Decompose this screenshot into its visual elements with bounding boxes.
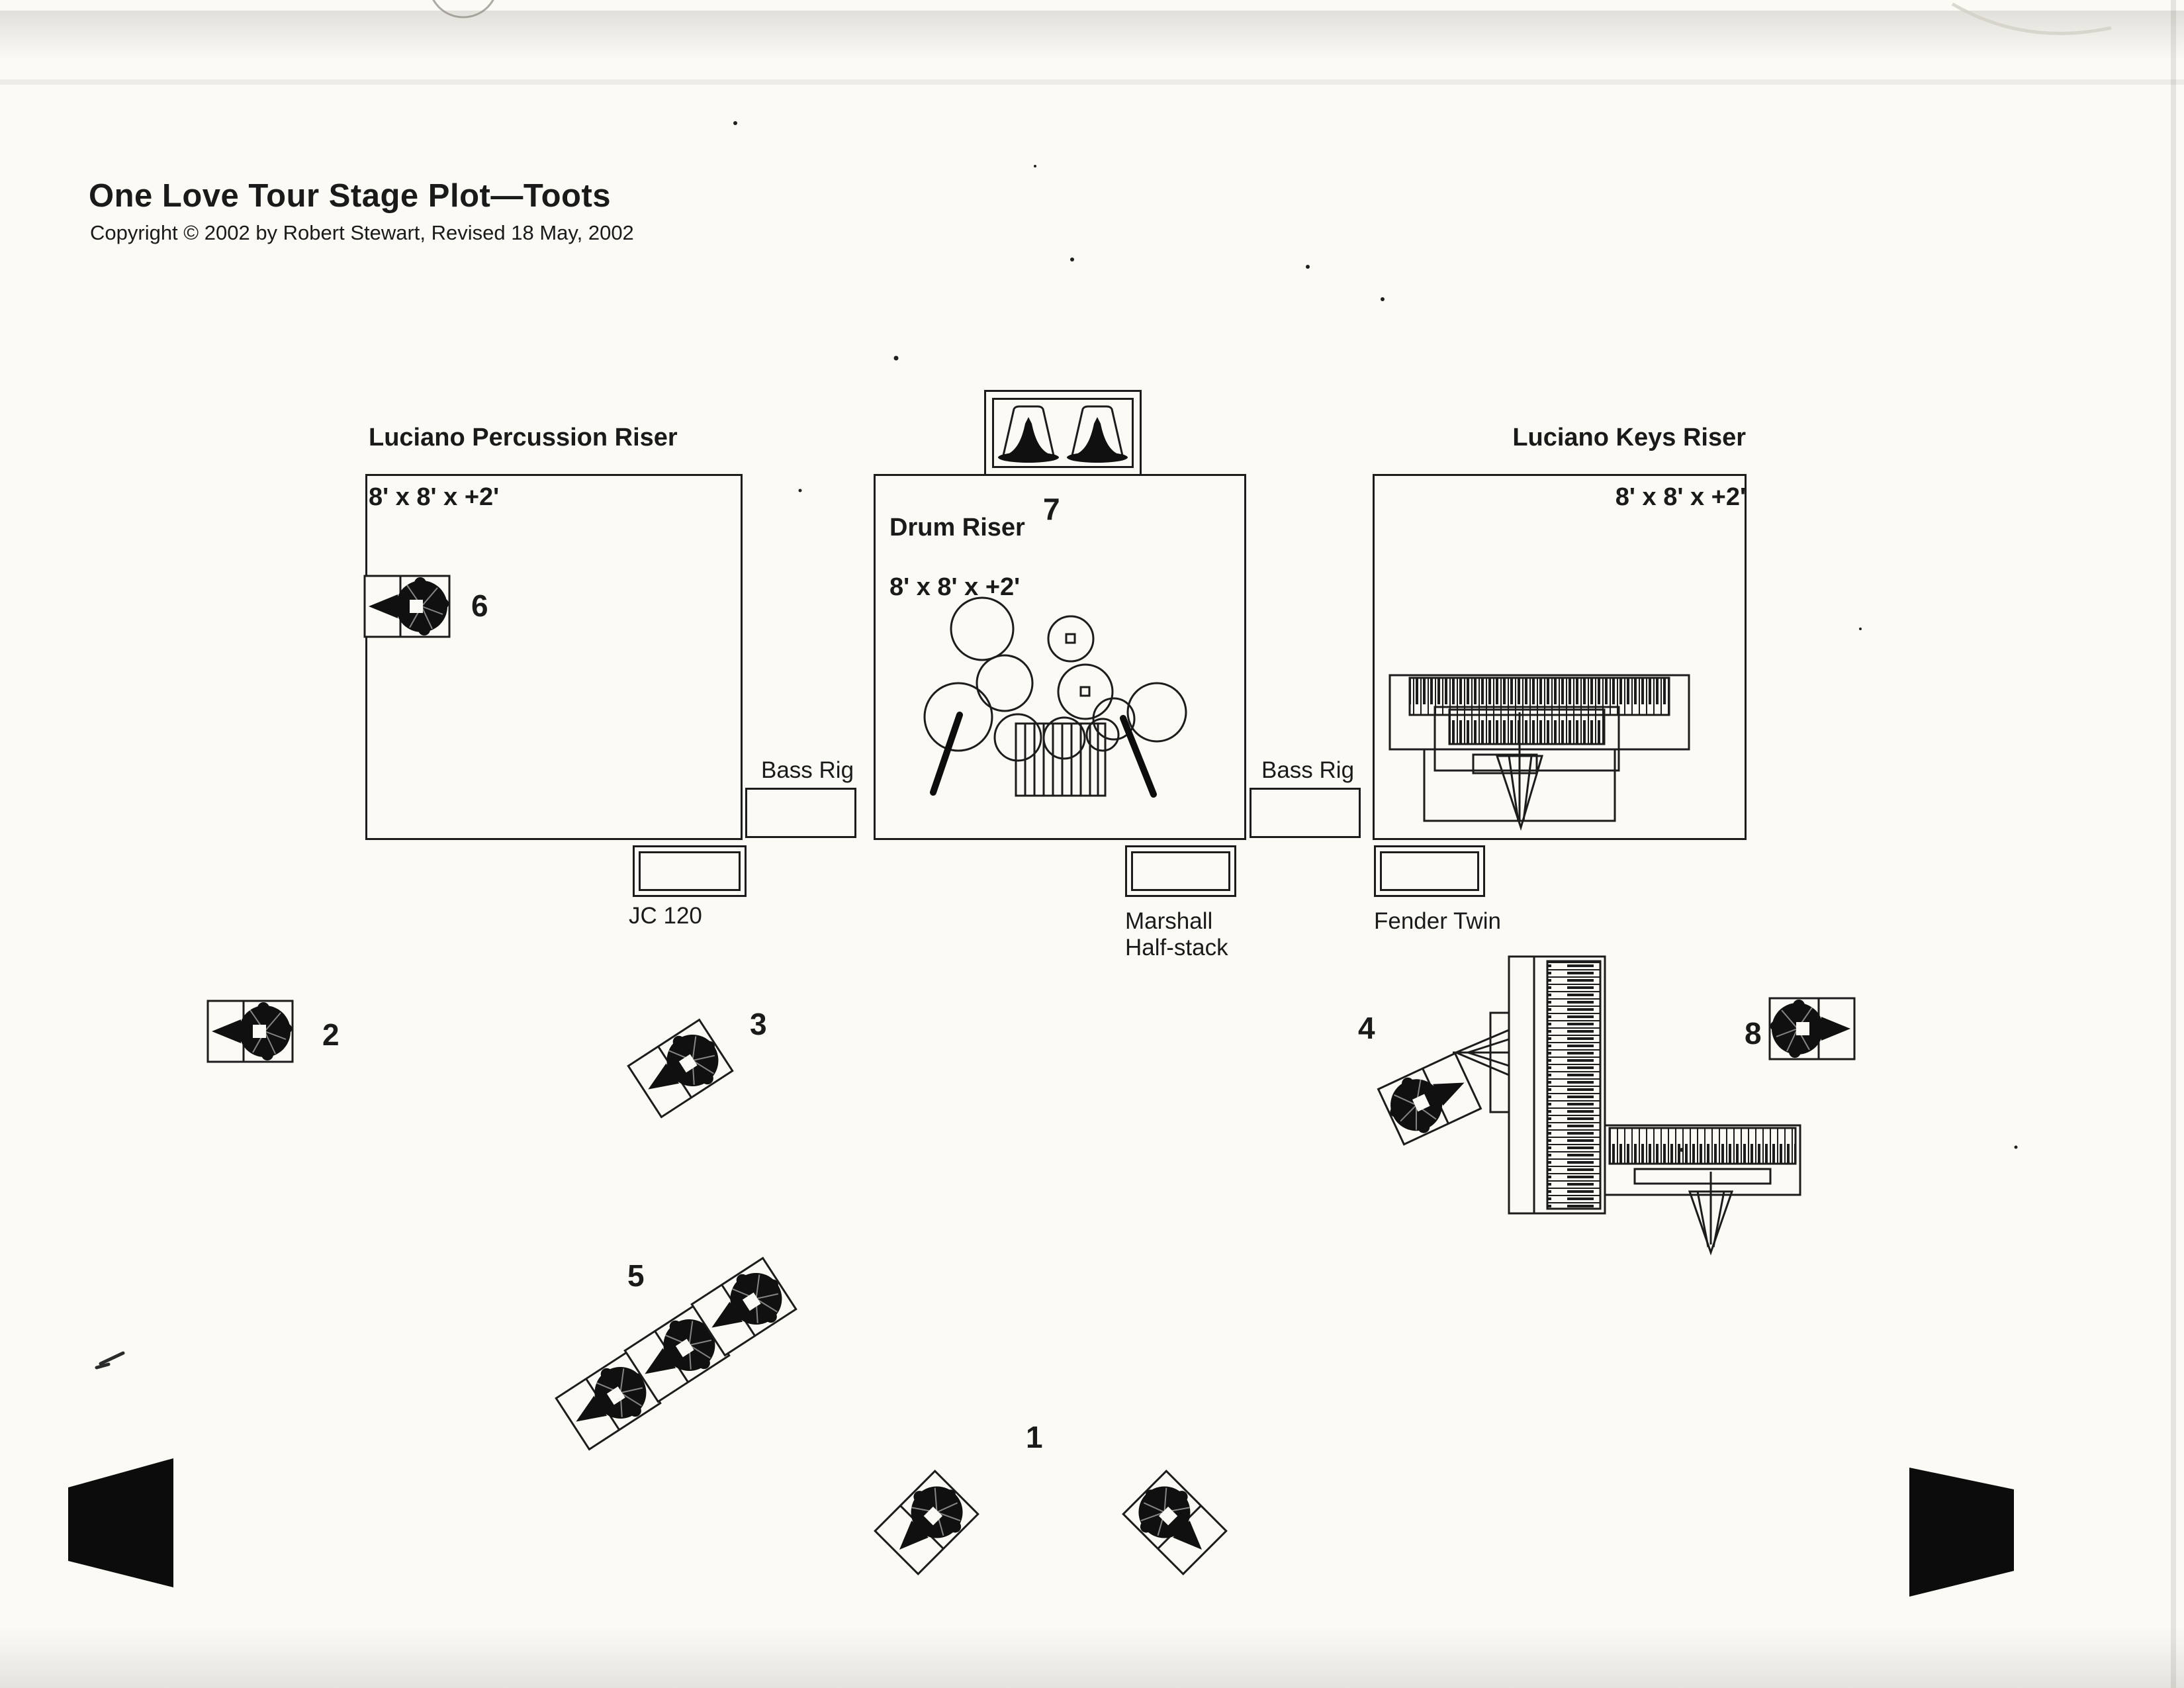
side-keyboard-horizontal-icon: [1605, 1125, 1800, 1252]
percussion-riser-dimensions: 8' x 8' x +2': [369, 483, 500, 511]
side-keyboard-vertical-icon: [1453, 957, 1605, 1213]
drum-riser-name: Drum Riser: [889, 514, 1025, 541]
keys-riser-name: Luciano Keys Riser: [1512, 424, 1746, 451]
scan-arc-top-right: [1952, 4, 2111, 34]
monitor-number-3: 3: [750, 1007, 767, 1041]
dust-specks: [733, 121, 2018, 1152]
keys-riser-keyboards-icon: [1390, 675, 1689, 827]
drum-riser-dimensions: 8' x 8' x +2': [889, 573, 1021, 601]
marshall-label-line1: Marshall: [1125, 908, 1213, 934]
marshall-label-line2: Half-stack: [1125, 935, 1228, 961]
copyright-line: Copyright © 2002 by Robert Stewart, Revised 18 May, 2002: [90, 221, 634, 244]
side-fill-left-icon: [68, 1458, 173, 1587]
monitor-number-8: 8: [1745, 1016, 1762, 1051]
monitor-number-1: 1: [1026, 1420, 1043, 1454]
monitor-number-5: 5: [627, 1258, 645, 1293]
monitor-number-7: 7: [1043, 492, 1060, 526]
bass-rig-left-label: Bass Rig: [761, 757, 854, 783]
bass-rig-right-label: Bass Rig: [1261, 757, 1355, 783]
monitor-number-4: 4: [1358, 1011, 1375, 1045]
monitor-number-6: 6: [471, 588, 488, 623]
fender-label: Fender Twin: [1374, 908, 1501, 934]
page-title: One Love Tour Stage Plot—Toots: [89, 178, 612, 214]
side-fill-right-icon: [1909, 1468, 2014, 1597]
pen-scribble: [97, 1353, 123, 1368]
percussion-riser-name: Luciano Percussion Riser: [369, 424, 678, 451]
scan-arc-top: [429, 0, 498, 17]
keys-riser-dimensions: 8' x 8' x +2': [1615, 483, 1746, 511]
jc120-label: JC 120: [629, 903, 702, 929]
monitor-number-2: 2: [322, 1017, 340, 1052]
